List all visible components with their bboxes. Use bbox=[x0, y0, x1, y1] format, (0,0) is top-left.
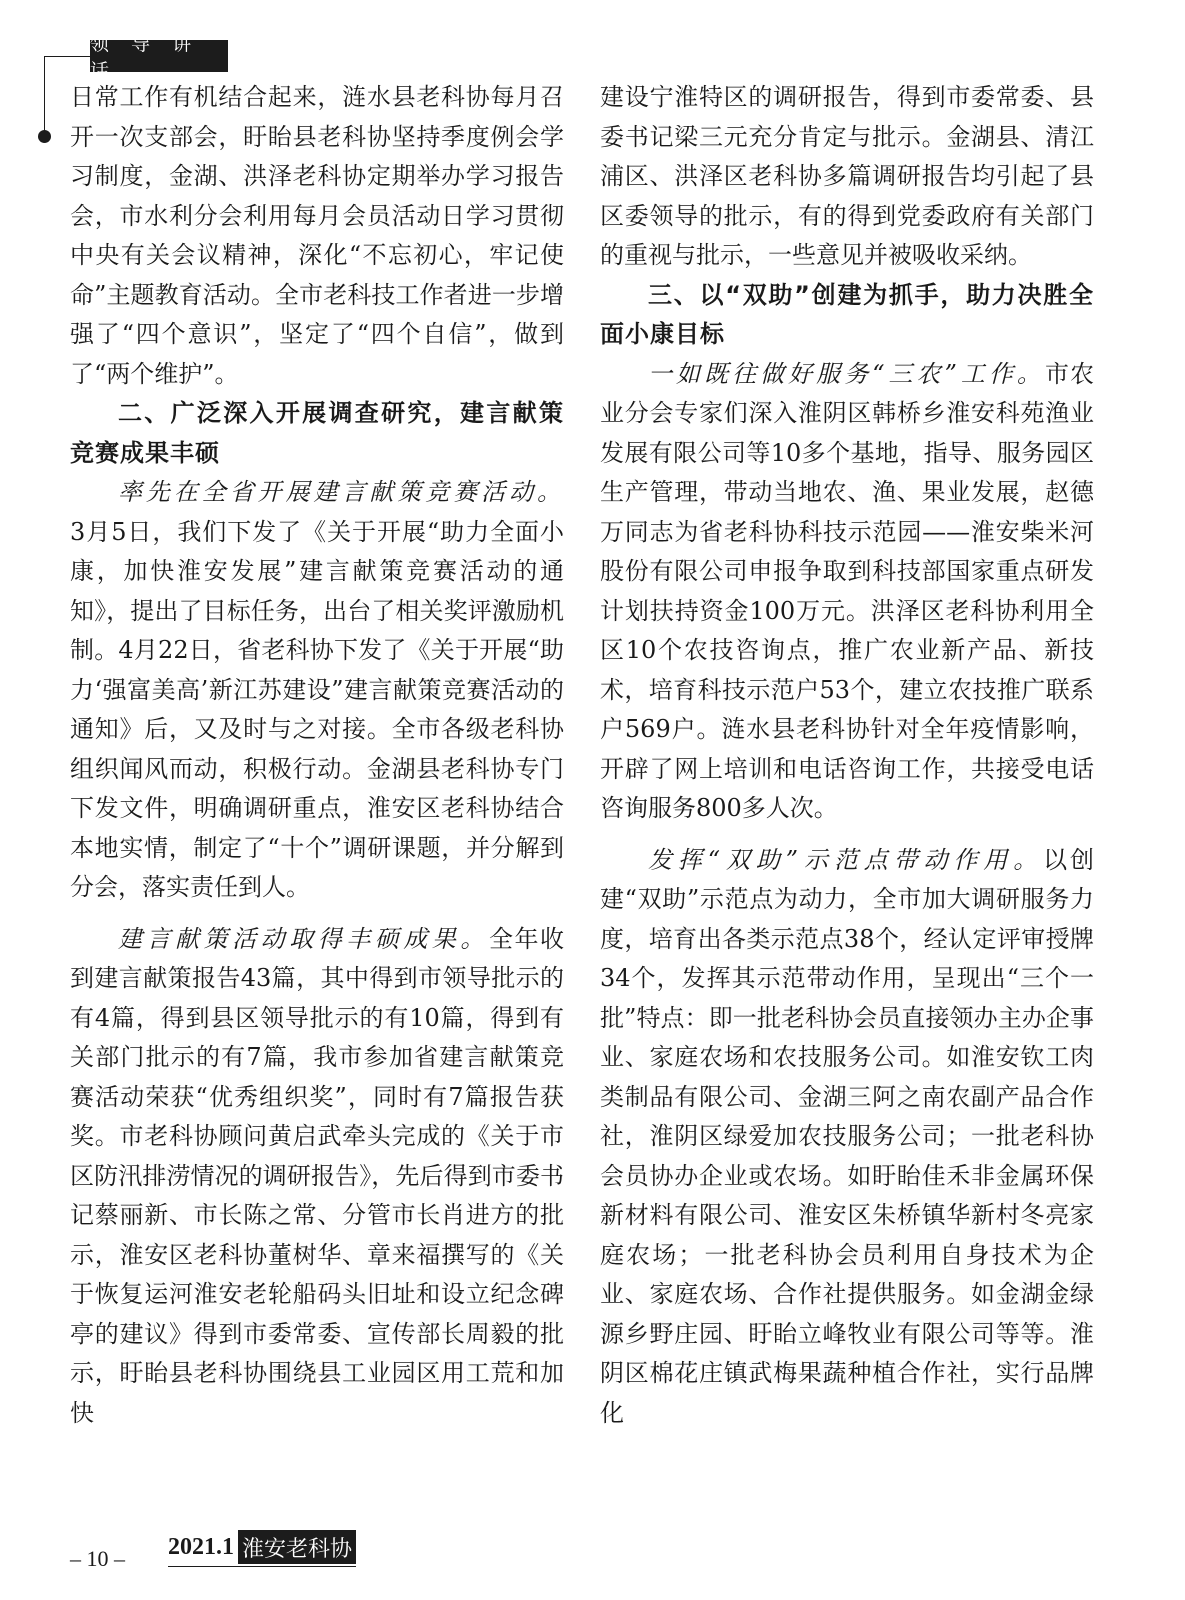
paragraph-lead: 发挥“双助”示范点带动作用。 bbox=[648, 845, 1044, 874]
paragraph-lead: 建言献策活动取得丰硕成果。 bbox=[118, 924, 489, 953]
footer-rule bbox=[168, 1566, 356, 1567]
page-number: – 10 – bbox=[70, 1546, 125, 1571]
left-column bbox=[70, 78, 564, 1490]
magazine-name: 淮安老科协 bbox=[238, 1530, 356, 1564]
paragraph-body: 以创建“双助”示范点为动力，全市加大调研服务力度，培育出各类示范点38个，经认定评审授牌34个，发挥其示范带动作用，呈现出“三个一批”特点：即一批老科协会员直接领办主办企事业、家庭农场和农技服务公司。如淮安钦工肉类制品有限公司、金湖三阿之南农副产品合作社，淮阴区绿爱加农技服务公司；一批老科协会员协办企业或农场。如盱眙佳禾非金属环保新材料有限公司、淮安区朱桥镇华新村冬亮家庭农场；一批老科协会员利用自身技术为企业、家庭农场、合作社提供服务。如金湖金绿源乡野庄园、盱眙立峰牧业有限公司等等。淮阴区棉花庄镇武梅果蔬种植合作社，实行品牌化 bbox=[600, 845, 1094, 1427]
paragraph bbox=[70, 920, 564, 1434]
paragraph-body: 3月5日，我们下发了《关于开展“助力全面小康，加快淮安发展”建言献策竞赛活动的通知》，提出了目标任务，出台了相关奖评激励机制。4月22日，省老科协下发了《关于开展“助力‘强富美高’新江苏建设”建言献策竞赛活动的通知》后，又及时与之对接。全市各级老科协组织闻风而动，积极行动。金湖县老科协专门下发文件，明确调研重点，淮安区老科协结合本地实情，制定了“十个”调研课题，并分解到分会，落实责任到人。 bbox=[70, 517, 564, 901]
paragraph-body: 全年收到建言献策报告43篇，其中得到市领导批示的有4篇，得到县区领导批示的有10篇，得到有关部门批示的有7篇，我市参加省建言献策竞赛活动荣获“优秀组织奖”，同时有7篇报告获奖。市老科协顾问黄启武牵头完成的《关于市区防汛排涝情况的调研报告》，先后得到市委书记蔡丽新、市长陈之常、分管市长肖进方的批示，淮安区老科协董树华、章来福撰写的《关于恢复运河淮安老轮船码头旧址和设立纪念碑亭的建议》得到市委常委、宣传部长周毅的批示，盱眙县老科协围绕县工业园区用工荒和加快 bbox=[70, 924, 564, 1427]
paragraph: 建设宁淮特区的调研报告，得到市委常委、县委书记梁三元充分肯定与批示。金湖县、清江浦区、洪泽区老科协多篇调研报告均引起了县区委领导的批示，有的得到党委政府有关部门的重视与批示，一些意见并被吸收采纳。 bbox=[600, 83, 1094, 269]
paragraph-lead: 一如既往做好服务“三农”工作。 bbox=[648, 359, 1045, 388]
margin-dot bbox=[38, 130, 51, 143]
section-label: 领 导 讲 话 bbox=[90, 40, 228, 72]
right-column bbox=[600, 78, 1094, 1490]
paragraph bbox=[600, 841, 1094, 1434]
section-heading: 二、广泛深入开展调查研究，建言献策竞赛成果丰硕 bbox=[70, 399, 564, 467]
issue-number: 2021.1 bbox=[168, 1534, 234, 1560]
paragraph bbox=[600, 355, 1094, 829]
paragraph-lead: 率先在全省开展建言献策竞赛活动。 bbox=[118, 478, 564, 506]
margin-rule bbox=[44, 56, 45, 134]
paragraph bbox=[70, 473, 564, 908]
header-rule bbox=[44, 56, 90, 57]
paragraph: 日常工作有机结合起来，涟水县老科协每月召开一次支部会，盱眙县老科协坚持季度例会学习制度，金湖、洪泽老科协定期举办学习报告会，市水利分会利用每月会员活动日学习贯彻中央有关会议精神，深化“不忘初心，牢记使命”主题教育活动。全市老科技工作者进一步增强了“四个意识”，坚定了“四个自信”，做到了“两个维护”。 bbox=[70, 83, 564, 388]
paragraph-body: 市农业分会专家们深入淮阴区韩桥乡淮安科苑渔业发展有限公司等10多个基地，指导、服务园区生产管理，带动当地农、渔、果业发展，赵德万同志为省老科协科技示范园——淮安柴米河股份有限公司申报争取到科技部国家重点研发计划扶持资金100万元。洪泽区老科协利用全区10个农技咨询点，推广农业新产品、新技术，培育科技示范户53个，建立农技推广联系户569户。涟水县老科协针对全年疫情影响，开辟了网上培训和电话咨询工作，共接受电话咨询服务800多人次。 bbox=[600, 359, 1094, 822]
section-heading: 三、以“双助”创建为抓手，助力决胜全面小康目标 bbox=[600, 280, 1094, 348]
